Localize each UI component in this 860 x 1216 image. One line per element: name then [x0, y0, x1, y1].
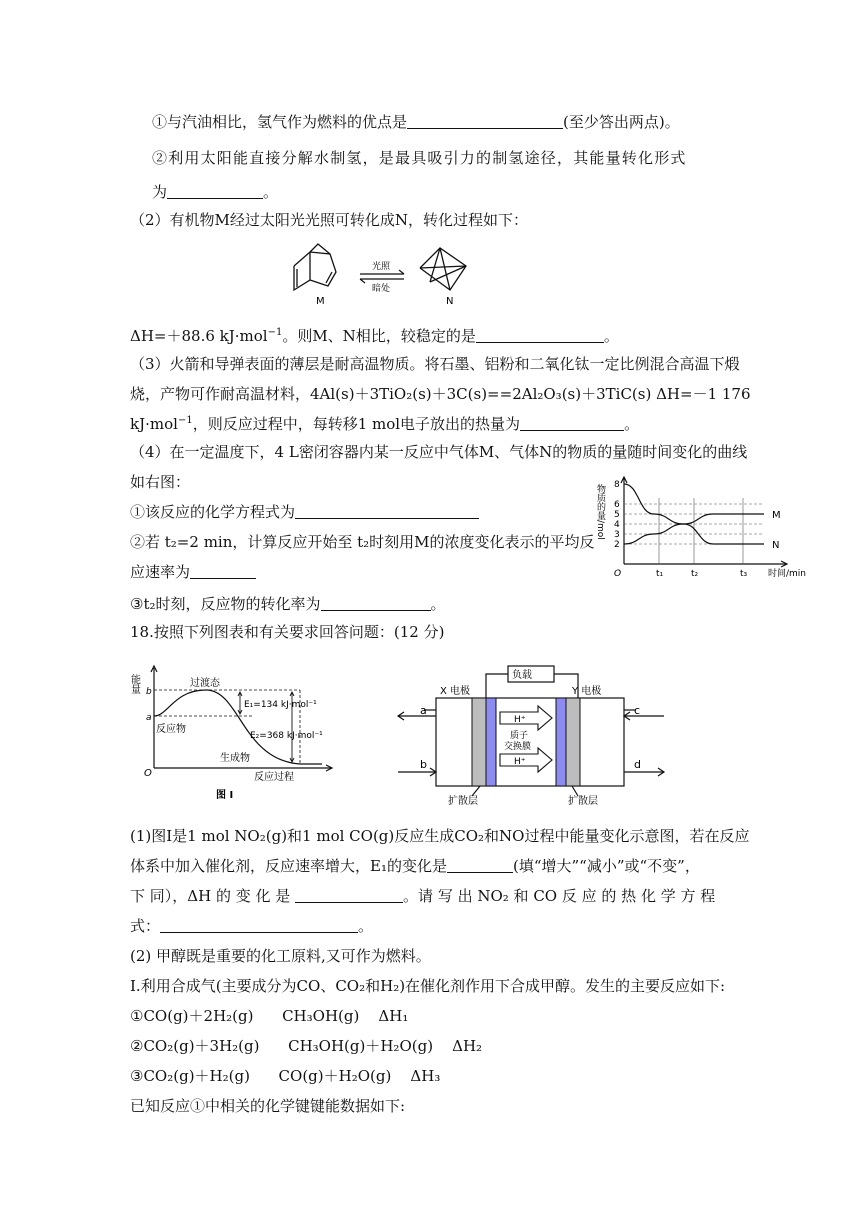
e2-label: E₂=368 kJ·mol⁻¹	[250, 731, 323, 741]
transition-state-label: 过渡态	[190, 678, 220, 689]
reaction-2: ②CO₂(g)＋3H₂(g) CH₃OH(g)＋H₂O(g) ΔH₂	[130, 1037, 483, 1055]
q17-s4-l1: （4）在一定温度下，4 L密闭容器内某一反应中气体M、气体N的物质的量随时间变化的曲线	[130, 443, 748, 461]
y-axis-label: 物质的量/mol	[595, 484, 605, 540]
port-d: d	[634, 758, 641, 771]
reactants-label: 反应物	[156, 724, 186, 735]
reaction-scheme	[280, 238, 500, 310]
q17-s4-q2: ②若 t₂=2 min，计算反应开始至 t₂时刻用M的浓度变化表示的平均反	[130, 533, 595, 551]
q18-title: 18.按照下列图表和有关要求回答问题：(12 分)	[130, 623, 445, 641]
x-tick-label: t₂	[691, 569, 699, 579]
h-plus-top: H⁺	[514, 715, 526, 725]
x-tick-label: t₃	[740, 569, 748, 579]
series-label-m: M	[772, 510, 781, 521]
label-n: N	[446, 296, 454, 307]
q17-p1: ①与汽油相比，氢气作为燃料的优点是 (至少答出两点)。	[152, 113, 680, 131]
q18-p2: (2) 甲醇既是重要的化工原料,又可作为燃料。	[130, 947, 431, 965]
answer-blank[interactable]	[295, 886, 403, 903]
q18-p1-l2: 体系中加入催化剂，反应速率增大，E₁的变化是 (填“增大”“减小”或“不变”，	[130, 857, 700, 875]
y-tick-label: 6	[614, 500, 620, 510]
progress-axis-label: 反应过程	[254, 772, 294, 783]
y-tick-label: 2	[614, 540, 620, 550]
membrane-label-1: 质子	[510, 731, 529, 741]
molecule-n	[420, 248, 466, 290]
h-plus-bottom: H⁺	[514, 757, 526, 767]
reaction-3: ③CO₂(g)＋H₂(g) CO(g)＋H₂O(g) ΔH₃	[130, 1067, 441, 1085]
q17-s2-intro: （2）有机物M经过太阳光光照可转化成N，转化过程如下：	[130, 211, 529, 229]
arrow-label-dark: 暗处	[372, 284, 391, 294]
tick-a: a	[146, 713, 152, 723]
answer-blank[interactable]	[520, 414, 624, 431]
electrode-x	[486, 698, 496, 786]
y-electrode-label: Y 电极	[572, 686, 602, 697]
port-c: c	[634, 704, 641, 717]
q17-p2-cont: 为 。	[152, 183, 279, 201]
y-tick-label: 4	[614, 520, 620, 530]
e1-label: E₁=134 kJ·mol⁻¹	[244, 700, 317, 710]
diffusion-label-left: 扩散层	[448, 796, 478, 807]
tick-b: b	[146, 687, 152, 697]
diffusion-label-right: 扩散层	[568, 796, 598, 807]
answer-blank[interactable]	[476, 326, 604, 343]
q17-s4-q2-cont: 应速率为	[130, 562, 256, 582]
amount-time-chart	[596, 474, 806, 580]
y-tick-label: 8	[614, 480, 620, 490]
q17-s4-q3: ③t₂时刻，反应物的转化率为 。	[130, 595, 446, 613]
diffusion-layer-left	[472, 698, 486, 786]
q18-p1-l4: 式： 。	[130, 917, 374, 935]
x-tick-label: t₁	[656, 569, 664, 579]
membrane-label-2: 交换膜	[504, 742, 532, 752]
y-tick-label: 5	[614, 510, 620, 520]
x-tick-label: O	[614, 569, 622, 579]
answer-blank[interactable]	[190, 562, 256, 579]
answer-blank[interactable]	[447, 856, 513, 873]
q18-p2-I: Ⅰ.利用合成气(主要成分为CO、CO₂和H₂)在催化剂作用下合成甲醇。发生的主要反应如下:	[130, 977, 726, 995]
origin-label: O	[144, 768, 152, 779]
q17-s3-l3: kJ·mol$^{-1}$，则反应过程中，每转移1 mol电子放出的热量为 。	[130, 415, 640, 433]
answer-blank[interactable]	[407, 112, 563, 129]
energy-diagram	[128, 660, 372, 801]
q17-s4-l2: 如右图：	[130, 473, 191, 491]
answer-blank[interactable]	[321, 594, 431, 611]
port-b: b	[420, 758, 427, 771]
q17-s3-l2: 烧，产物可作耐高温材料，4Al(s)＋3TiO₂(s)＋3C(s)==2Al₂O₃(s)＋3TiC(s) ΔH=－1 176	[130, 385, 751, 403]
products-label: 生成物	[220, 753, 250, 764]
electrode-y	[556, 698, 566, 786]
q17-s4-q1: ①该反应的化学方程式为	[130, 502, 479, 522]
q17-s3-l1: （3）火箭和导弹表面的薄层是耐高温物质。将石墨、铝粉和二氧化钛一定比例混合高温下煅	[130, 355, 740, 373]
energy-axis-label: 能量	[128, 674, 140, 694]
fuel-cell-diagram	[388, 666, 678, 806]
q17-s2-dh: ΔH=＋88.6 kJ·mol$^{-1}$。则M、N相比，较稳定的是 。	[130, 327, 619, 345]
q18-last: 已知反应①中相关的化学键键能数据如下:	[130, 1097, 406, 1115]
q18-p1-l1: (1)图Ⅰ是1 mol NO₂(g)和1 mol CO(g)反应生成CO₂和NO过程中能量变化示意图，若在反应	[130, 827, 750, 845]
proton-arrow-top	[500, 706, 552, 730]
port-a: a	[420, 704, 427, 717]
arrow-label-light: 光照	[372, 262, 391, 272]
figure-caption: 图 I	[216, 790, 234, 801]
molecule-m	[294, 244, 336, 290]
x-electrode-label: X 电极	[440, 686, 471, 697]
answer-blank[interactable]	[160, 916, 358, 933]
series-label-n: N	[772, 540, 780, 551]
y-tick-label: 3	[614, 530, 620, 540]
q18-p1-l3: 下 同），ΔH 的 变 化 是 。请 写 出 NO₂ 和 CO 反 应 的 热 化 学 方 程	[130, 887, 716, 905]
load-label: 负载	[512, 670, 532, 681]
x-axis-label: 时间/min	[768, 569, 807, 579]
answer-blank[interactable]	[167, 182, 263, 199]
reaction-1: ①CO(g)＋2H₂(g) CH₃OH(g) ΔH₁	[130, 1007, 409, 1025]
answer-blank[interactable]	[295, 502, 479, 519]
q17-p2: ②利用太阳能直接分解水制氢，是最具吸引力的制氢途径，其能量转化形式	[152, 149, 687, 167]
diffusion-layer-right	[566, 698, 580, 786]
label-m: M	[316, 296, 325, 307]
